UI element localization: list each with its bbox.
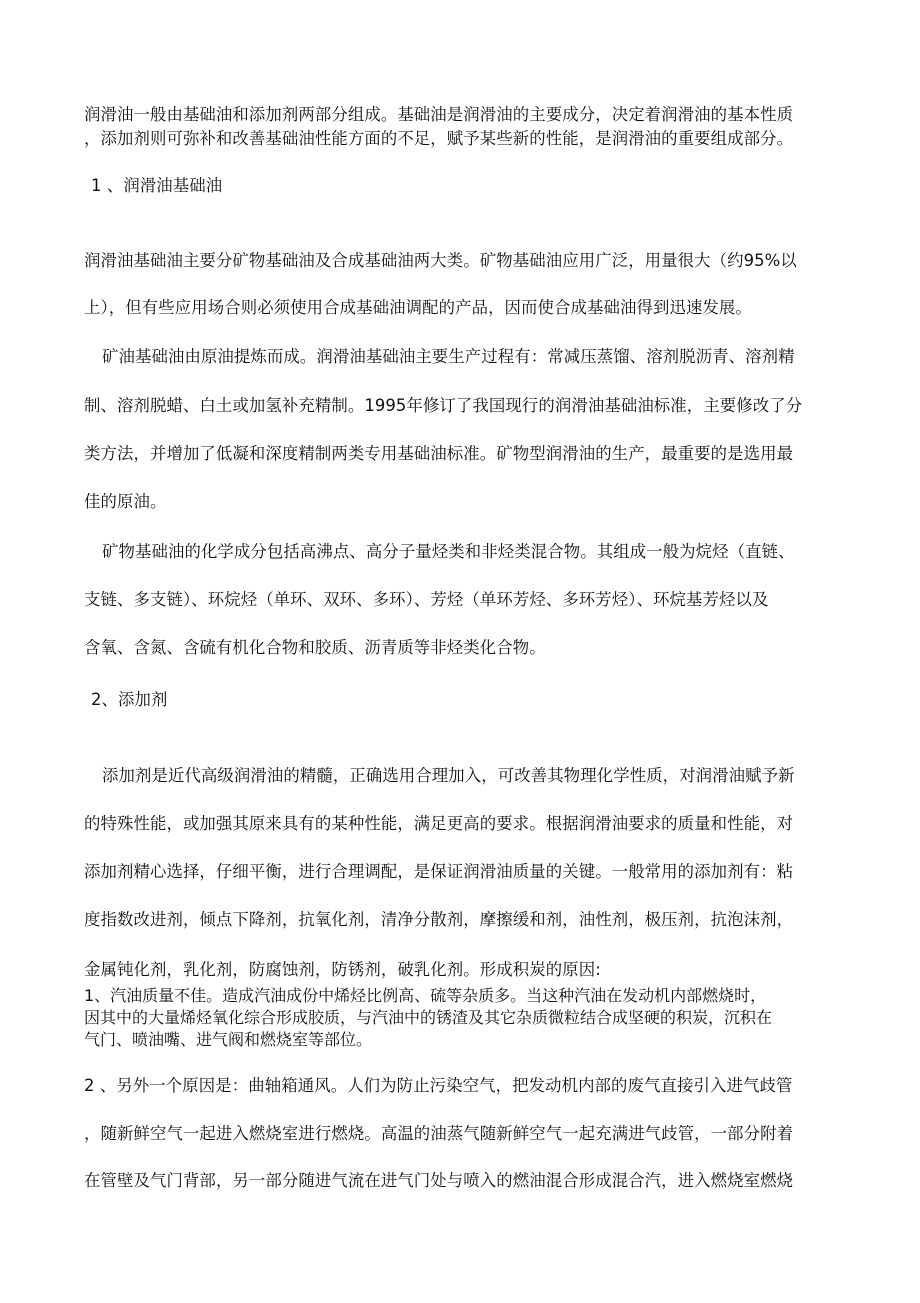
- section-2-para-1-line-1: 添加剂是近代高级润滑油的精髓，正确选用合理加入，可改善其物理化学性质，对润滑油赋予新: [102, 766, 795, 785]
- intro-line-2: ，添加剂则可弥补和改善基础油性能方面的不足，赋予某些新的性能，是润滑油的重要组成部分。: [84, 129, 794, 148]
- intro-line-1: 润滑油一般由基础油和添加剂两部分组成。基础油是润滑油的主要成分，决定着润滑油的基本性质: [84, 105, 794, 124]
- cause-1-line-1: 1、汽油质量不佳。造成汽油成份中烯烃比例高、硫等杂质多。当这种汽油在发动机内部燃烧时，: [84, 986, 767, 1005]
- section-1-para-1-line-1: 润滑油基础油主要分矿物基础油及合成基础油两大类。矿物基础油应用广泛，用量很大（约95%以: [84, 251, 797, 270]
- section-2-para-1-line-3: 添加剂精心选择，仔细平衡，进行合理调配，是保证润滑油质量的关键。一般常用的添加剂有：粘: [84, 862, 794, 881]
- section-2-para-1-line-4: 度指数改进剂，倾点下降剂，抗氧化剂，清净分散剂，摩擦缓和剂，油性剂，极压剂，抗泡沫剂，: [84, 910, 794, 929]
- cause-1-line-3: 气门、喷油嘴、进气阀和燃烧室等部位。: [84, 1030, 373, 1049]
- section-1-para-1-line-2: 上），但有些应用场合则必须使用合成基础油调配的产品，因而使合成基础油得到迅速发展。: [84, 298, 752, 317]
- section-1-para-2-line-2: 制、溶剂脱蜡、白土或加氢补充精制。1995年修订了我国现行的润滑油基础油标准，主要修改了分: [84, 396, 803, 415]
- section-1-para-3-line-1: 矿物基础油的化学成分包括高沸点、高分子量烃类和非烃类混合物。其组成一般为烷烃（直链、: [102, 542, 795, 561]
- cause-2-line-3: 在管壁及气门背部，另一部分随进气流在进气门处与喷入的燃油混合形成混合汽，进入燃烧室燃烧: [84, 1171, 794, 1190]
- cause-2-line-2: ，随新鲜空气一起进入燃烧室进行燃烧。高温的油蒸气随新鲜空气一起充满进气歧管，一部分附着: [84, 1124, 794, 1143]
- section-1-para-2-line-3: 类方法，并增加了低凝和深度精制两类专用基础油标准。矿物型润滑油的生产，最重要的是选用最: [84, 444, 794, 463]
- section-1-para-2-line-1: 矿油基础油由原油提炼而成。润滑油基础油主要生产过程有：常减压蒸馏、溶剂脱沥青、溶剂精: [102, 347, 795, 366]
- section-1-para-2-line-4: 佳的原油。: [84, 492, 167, 511]
- cause-2-line-1: 2 、另外一个原因是：曲轴箱通风。人们为防止污染空气，把发动机内部的废气直接引入进气歧管: [84, 1076, 793, 1095]
- section-2-para-1-line-2: 的特殊性能，或加强其原来具有的某种性能，满足更高的要求。根据润滑油要求的质量和性能，对: [84, 814, 794, 833]
- cause-1-line-2: 因其中的大量烯烃氧化综合形成胶质，与汽油中的锈渣及其它杂质微粒结合成坚硬的积炭，沉积在: [84, 1008, 773, 1027]
- section-1-heading: 1 、润滑油基础油: [91, 176, 223, 195]
- section-1-para-3-line-2: 支链、多支链）、环烷烃（单环、双环、多环）、芳烃（单环芳烃、多环芳烃）、环烷基芳烃以及: [84, 590, 769, 609]
- section-2-para-1-line-5: 金属钝化剂，乳化剂，防腐蚀剂，防锈剂，破乳化剂。形成积炭的原因:: [84, 960, 601, 979]
- section-2-heading: 2、添加剂: [91, 690, 168, 709]
- section-1-para-3-line-3: 含氧、含氮、含硫有机化合物和胶质、沥青质等非烃类化合物。: [84, 638, 546, 657]
